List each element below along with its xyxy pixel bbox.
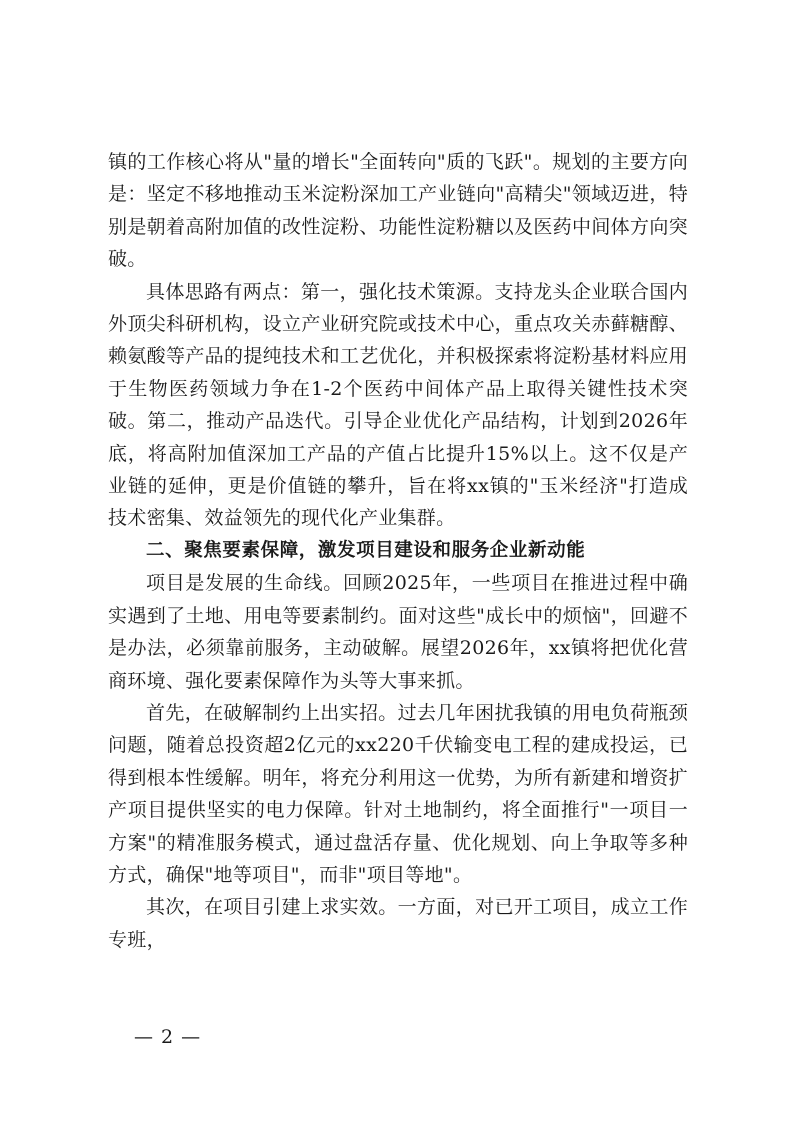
- paragraph-projects-lifeline: 项目是发展的生命线。回顾2025年，一些项目在推进过程中确实遇到了土地、用电等要素制约。面对这些"成长中的烦恼"，回避不是办法，必须靠前服务，主动破解。展望2026年，xx镇将把优化营商环境、强化要素保障作为头等大事来抓。: [108, 572, 688, 692]
- section-heading: 二、聚焦要素保障，激发项目建设和服务企业新动能: [146, 539, 586, 561]
- paragraph-breaking-constraints: 首先，在破解制约上出实招。过去几年困扰我镇的用电负荷瓶颈问题，随着总投资超2亿元的xx220千伏输变电工程的建成投运，已得到根本性缓解。明年，将充分利用这一优势，为所有新建和增资扩产项目提供坚实的电力保障。针对土地制约，将全面推行"一项目一方案"的精准服务模式，通过盘活存量、优化规划、向上争取等多种方式，确保"地等项目"，而非"项目等地"。: [108, 701, 688, 886]
- document-body: [108, 146, 688, 956]
- page-number: — 2 —: [134, 1026, 202, 1048]
- paragraph-continuation: 镇的工作核心将从"量的增长"全面转向"质的飞跃"。规划的主要方向是：坚定不移地推动玉米淀粉深加工产业链向"高精尖"领域迈进，特别是朝着高附加值的改性淀粉、功能性淀粉糖以及医药中间体方向突破。: [108, 151, 688, 271]
- paragraph-specific-ideas: 具体思路有两点：第一，强化技术策源。支持龙头企业联合国内外顶尖科研机构，设立产业研究院或技术中心，重点攻关赤藓糖醇、赖氨酸等产品的提纯技术和工艺优化，并积极探索将淀粉基材料应用于生物医药领域力争在1-2个医药中间体产品上取得关键性技术突破。第二，推动产品迭代。引导企业优化产品结构，计划到2026年底，将高附加值深加工产品的产值占比提升15%以上。这不仅是产业链的延伸，更是价值链的攀升，旨在将xx镇的"玉米经济"打造成技术密集、效益领先的现代化产业集群。: [108, 280, 688, 530]
- paragraph-project-introduction: 其次，在项目引建上求实效。一方面，对已开工项目，成立工作专班，: [108, 896, 688, 951]
